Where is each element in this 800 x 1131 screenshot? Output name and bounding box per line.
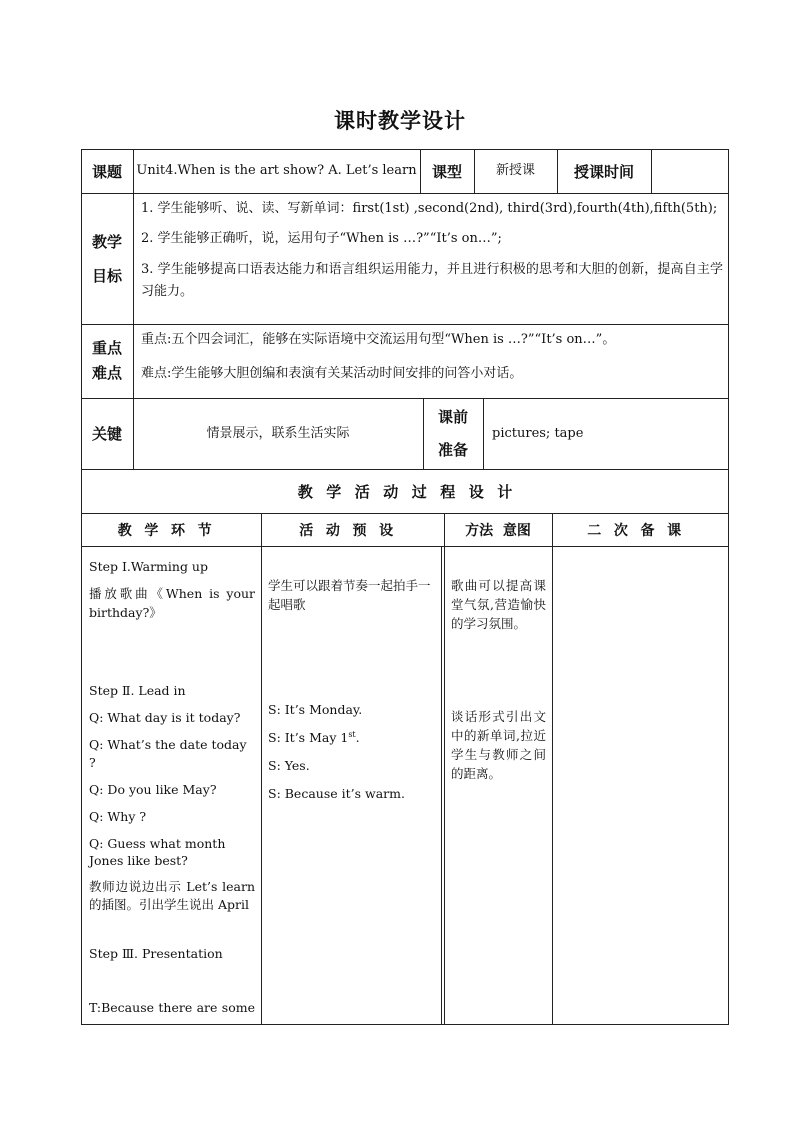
topic-label: 课题 <box>91 162 122 181</box>
presentation-block <box>89 945 255 1017</box>
steps-column <box>89 558 255 622</box>
activity-answers <box>268 701 438 803</box>
col-divider <box>483 398 484 469</box>
time-value <box>651 149 729 193</box>
goal-item: 1. 学生能够听、说、读、写新单词：first(1st) ,second(2nd), third(3rd),fourth(4th),fifth(5th); <box>141 201 718 216</box>
col-header-steps: 教学环节 <box>117 522 225 539</box>
answer: S: Because it’s warm. <box>268 786 405 801</box>
step1-text: 播放歌曲《When is your birthday?》 <box>89 586 255 620</box>
lead-in-block <box>89 682 255 914</box>
methods-header-text: 方法 意图 <box>465 522 531 539</box>
topic-value: Unit4.When is the art show? A. Let’s learn <box>136 163 417 178</box>
goals-label-line1: 教学 <box>91 232 122 251</box>
step3-title: Step Ⅲ. Presentation <box>89 946 223 961</box>
page-title: 课时教学设计 <box>334 109 466 133</box>
critical-label: 关键 <box>91 425 122 443</box>
col-divider <box>261 513 262 1025</box>
goal-item: 3. 学生能够提高口语表达能力和语言组织运用能力，并且进行积极的思考和大胆的创新，提高自主学习能力。 <box>141 262 723 299</box>
answer-text: S: It’s May 1 <box>268 730 349 745</box>
answer-sup: st <box>348 729 356 739</box>
method-song: 歌曲可以提高课堂气氛,营造愉快的学习氛围。 <box>451 578 546 631</box>
question: Q: Guess what month Jones like best? <box>89 836 226 868</box>
key-label-line1: 重点 <box>91 339 122 357</box>
col-header-methods <box>444 513 552 546</box>
goals-list <box>141 199 723 303</box>
step2-title: Step Ⅱ. Lead in <box>89 683 186 698</box>
prep-label-line2: 准备 <box>437 440 468 459</box>
step3-text: T:Because there are some <box>89 1000 255 1015</box>
step1-title: Step Ⅰ.Warming up <box>89 559 208 574</box>
teacher-note: 教师边说边出示 Let’s learn 的插图。引出学生说出 April <box>89 879 255 912</box>
row-divider <box>81 546 729 547</box>
key-points-content <box>141 330 723 384</box>
answer-period: . <box>355 730 360 745</box>
activity-song: 学生可以跟着节奏一起拍手一起唱歌 <box>268 578 431 612</box>
key-label-line2: 难点 <box>91 364 122 382</box>
col-divider <box>441 546 442 1025</box>
type-label: 课型 <box>431 162 462 181</box>
question: Q: Do you like May? <box>89 782 217 797</box>
goals-label <box>81 193 133 324</box>
prep-label <box>423 398 483 469</box>
method-talk: 谈话形式引出文中的新单词,拉近学生与教师之间的距离。 <box>451 709 546 781</box>
type-value: 新授课 <box>495 163 535 178</box>
answer: S: Yes. <box>268 758 310 773</box>
row-divider <box>81 193 729 194</box>
key-point: 重点:五个四会词汇，能够在实际语境中交流运用句型“When is …?”“It’s on…”。 <box>141 332 616 347</box>
question: Q: What day is it today? <box>89 710 241 725</box>
col-divider <box>552 513 553 1025</box>
prep-label-line1: 课前 <box>437 407 468 426</box>
difficult-point: 难点:学生能够大胆创编和表演有关某活动时间安排的问答小对话。 <box>141 366 523 381</box>
key-points-label <box>81 324 133 398</box>
time-label: 授课时间 <box>573 162 634 181</box>
critical-value: 情景展示，联系生活实际 <box>206 425 350 441</box>
col-header-activities: 活动预设 <box>299 522 406 539</box>
goals-label-line2: 目标 <box>91 266 122 285</box>
row-divider <box>81 324 729 325</box>
section-title: 教学活动过程设计 <box>297 482 526 501</box>
question: Q: Why ? <box>89 809 147 824</box>
answer: S: It’s Monday. <box>268 702 363 717</box>
question: Q: What’s the date today ? <box>89 737 247 770</box>
second-prep-cell[interactable] <box>556 550 726 1020</box>
prep-value: pictures; tape <box>492 425 584 441</box>
goal-item: 2. 学生能够正确听，说，运用句子“When is …?”“It’s on…”; <box>141 231 502 246</box>
col-divider <box>444 513 445 1025</box>
col-header-second-prep: 二次备课 <box>587 522 694 539</box>
answer <box>268 729 438 747</box>
